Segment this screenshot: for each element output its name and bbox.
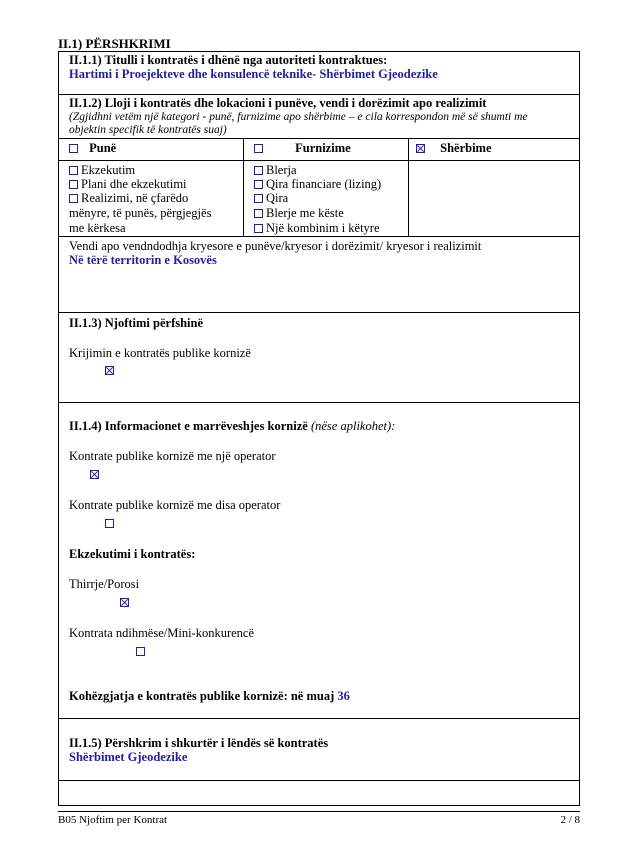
checkbox-icon[interactable] [105,519,114,528]
duration-value: 36 [337,689,350,703]
furnizime-option[interactable]: Qira [254,191,288,205]
checkbox-icon[interactable] [254,180,263,189]
checkbox-icon[interactable] [254,209,263,218]
s112-note: objektin specifik të kontratës suaj) [69,124,227,136]
contract-title: Hartimi i Proejekteve dhe konsulencë teknike- Shërbimet Gjeodezike [69,67,438,81]
checkbox-icon[interactable] [254,166,263,175]
execution-heading: Ekzekutimi i kontratës: [69,547,196,561]
location-label: Vendi apo vendndodhja kryesore e punëve/kryesor i dorëzimit/ kryesor i realizimit [69,239,482,253]
duration-row: Kohëzgjatja e kontratës publike kornizë: në muaj 36 [69,689,350,703]
furnizime-option[interactable]: Blerja [254,163,297,177]
section-title: II.1) PËRSHKRIMI [58,36,171,51]
pune-option[interactable]: Plani dhe ekzekutimi [69,177,187,191]
s113-heading: II.1.3) Njoftimi përfshinë [69,316,204,330]
category-pune[interactable] [69,141,116,155]
furnizime-option[interactable]: Blerje me këste [254,206,344,220]
footer-form-code: B05 Njoftim per Kontrat [58,814,168,826]
column-divider [408,138,409,236]
divider [58,138,580,139]
s112-heading: II.1.2) Lloji i kontratës dhe lokacioni i punëve, vendi i dorëzimit apo realizimit [69,96,487,110]
pune-option[interactable]: Ekzekutim [69,163,135,177]
checkbox-icon[interactable] [69,194,78,203]
footer-page-number: 2 / 8 [560,814,580,826]
call-order-label: Thirrje/Porosi [69,577,140,591]
divider [58,236,580,237]
s114-heading: II.1.4) Informacionet e marrëveshjes kornizë (nëse aplikohet): [69,419,396,433]
s115-heading: II.1.5) Përshkrim i shkurtër i lëndës së kontratës [69,736,329,750]
multi-operator-label: Kontrate publike kornizë me disa operator [69,498,281,512]
mini-competition-label: Kontrata ndihmëse/Mini-konkurencë [69,626,255,640]
category-label: Shërbime [440,141,492,155]
single-operator-label: Kontrate publike kornizë me një operator [69,449,276,463]
category-furnizime[interactable] [254,141,351,155]
checked-checkbox-icon[interactable] [105,366,114,375]
pune-option[interactable]: Realizimi, në çfarëdo [69,191,188,205]
divider [58,780,580,781]
location-value: Në tërë territorin e Kosovës [69,253,217,267]
short-description: Shërbimet Gjeodezike [69,750,188,764]
divider [58,718,580,719]
s112-note: (Zgjidhni vetëm një kategori - punë, furnizime apo shërbime – e cila korrespondon më së shumti me [69,111,528,123]
checked-checkbox-icon[interactable] [416,144,425,153]
divider [58,94,580,95]
column-divider [243,138,244,236]
checkbox-icon[interactable] [254,224,263,233]
category-sherbime[interactable] [416,141,492,155]
pune-option-continued: mënyre, të punës, përgjegjës [69,206,212,220]
divider [58,312,580,313]
pune-option-continued: me kërkesa [69,221,126,235]
divider [58,160,580,161]
divider [58,402,580,403]
checkbox-icon[interactable] [254,194,263,203]
framework-contract-label: Krijimin e kontratës publike kornizë [69,346,251,360]
checkbox-icon[interactable] [254,144,263,153]
category-label: Punë [89,141,117,155]
footer-rule [58,811,580,812]
checkbox-icon[interactable] [69,144,78,153]
s111-heading: II.1.1) Titulli i kontratës i dhënë nga autoriteti kontraktues: [69,53,388,67]
checked-checkbox-icon[interactable] [90,470,99,479]
checkbox-icon[interactable] [136,647,145,656]
checked-checkbox-icon[interactable] [120,598,129,607]
checkbox-icon[interactable] [69,180,78,189]
category-label: Furnizime [295,141,351,155]
furnizime-option[interactable]: Qira financiare (lizing) [254,177,381,191]
furnizime-option[interactable]: Një kombinim i këtyre [254,221,380,235]
checkbox-icon[interactable] [69,166,78,175]
